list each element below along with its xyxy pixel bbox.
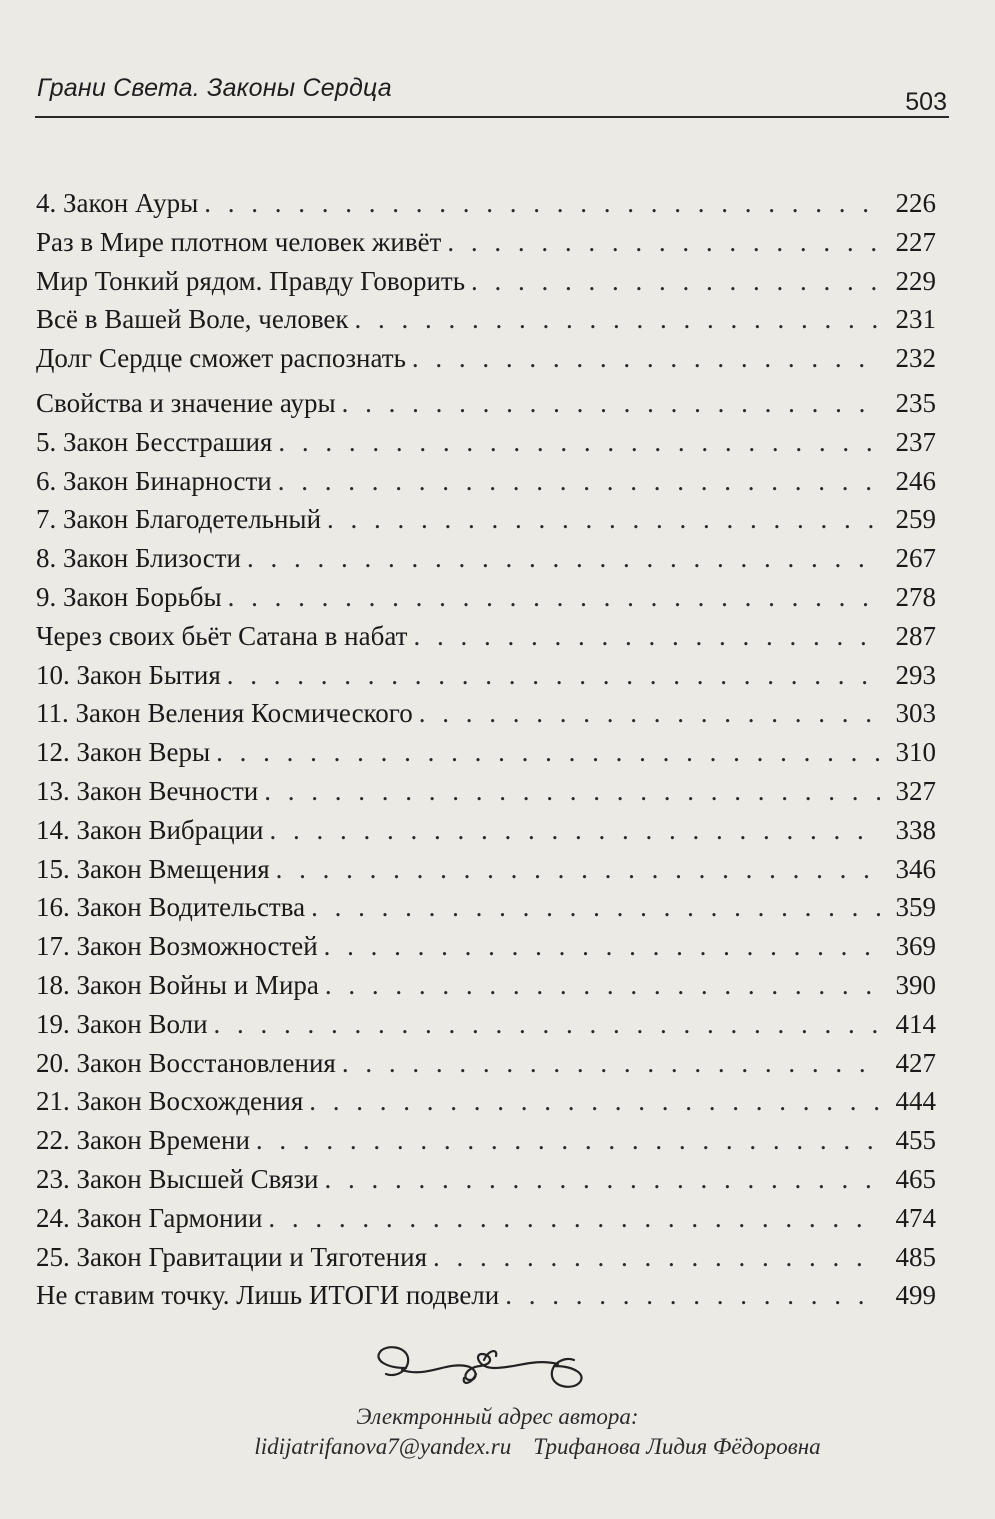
toc-entry[interactable] [36, 733, 936, 772]
toc-entry-page: 232 [895, 343, 936, 374]
toc-entry-title: Раз в Мире плотном человек живёт [36, 226, 442, 257]
dot-leader [471, 262, 880, 301]
dot-leader [264, 772, 880, 811]
toc-entry[interactable] [36, 184, 936, 223]
dot-leader [324, 927, 880, 966]
dot-leader [447, 223, 880, 262]
toc-entry-page: 499 [895, 1280, 936, 1311]
dot-leader [419, 694, 880, 733]
toc-entry[interactable] [36, 384, 936, 423]
toc-entry[interactable] [36, 423, 936, 462]
toc-entry-title: 8. Закон Близости [36, 543, 241, 574]
toc-entry-page: 229 [895, 265, 936, 296]
toc-entry-title: 25. Закон Гравитации и Тяготения [36, 1241, 427, 1272]
author-email[interactable]: lidijatrifanova7@yandex.ru [254, 1434, 512, 1459]
toc-entry-title: 5. Закон Бесстрашия [36, 426, 273, 457]
toc-entry-title: 22. Закон Времени [36, 1125, 250, 1156]
toc-entry-title: Всё в Вашей Воле, человек [36, 304, 349, 335]
page-number: 503 [905, 88, 947, 116]
toc-entry[interactable] [36, 262, 936, 301]
toc-entry-page: 310 [895, 737, 936, 768]
toc-entry-page: 444 [895, 1086, 936, 1117]
toc-entry[interactable] [36, 694, 936, 733]
dot-leader [311, 888, 880, 927]
toc-entry-title: 9. Закон Борьбы [36, 581, 222, 612]
toc-entry[interactable] [36, 1082, 936, 1121]
dot-leader [216, 733, 880, 772]
toc-entry-page: 293 [895, 659, 936, 690]
toc-entry[interactable] [36, 927, 936, 966]
book-title: Грани Света. Законы Сердца [37, 74, 392, 102]
toc-entry[interactable] [36, 888, 936, 927]
toc-entry-page: 465 [895, 1163, 936, 1194]
dot-leader [269, 811, 880, 850]
toc-entry[interactable] [36, 850, 936, 889]
toc-entry-title: 13. Закон Вечности [36, 775, 259, 806]
toc-entry-title: 23. Закон Высшей Связи [36, 1163, 319, 1194]
dot-leader [247, 539, 880, 578]
toc-entry-title: 11. Закон Веления Космического [36, 698, 413, 729]
dot-leader [309, 1082, 880, 1121]
dot-leader [342, 384, 880, 423]
dot-leader [228, 578, 880, 617]
toc-entry-page: 369 [895, 931, 936, 962]
toc-entry-page: 338 [895, 814, 936, 845]
dot-leader [268, 1199, 880, 1238]
toc-entry-page: 235 [895, 387, 936, 418]
toc-entry[interactable] [36, 1005, 936, 1044]
toc-entry-title: 15. Закон Вмещения [36, 853, 270, 884]
toc-entry-title: Мир Тонкий рядом. Правду Говорить [36, 265, 466, 296]
toc-entry-page: 485 [895, 1241, 936, 1272]
dot-leader [413, 617, 880, 656]
toc-entry-page: 455 [895, 1125, 936, 1156]
toc-entry[interactable] [36, 339, 936, 378]
dot-leader [433, 1238, 880, 1277]
toc-entry-page: 278 [895, 581, 936, 612]
toc-entry-title: Долг Сердце сможет распознать [36, 343, 406, 374]
toc-entry-title: Не ставим точку. Лишь ИТОГИ подвели [36, 1280, 500, 1311]
toc-entry-page: 226 [895, 188, 936, 218]
author-contact-line [40, 1434, 995, 1460]
toc-entry-title: 24. Закон Гармонии [36, 1202, 263, 1233]
dot-leader [325, 1160, 881, 1199]
toc-entry[interactable] [36, 578, 936, 617]
toc-entry-page: 346 [895, 853, 936, 884]
toc-entry-page: 231 [895, 304, 936, 335]
toc-entry[interactable] [36, 223, 936, 262]
toc-entry-page: 237 [895, 426, 936, 457]
toc-entry-page: 414 [895, 1008, 936, 1039]
dot-leader [278, 423, 880, 462]
toc-entry-title: 20. Закон Восстановления [36, 1047, 336, 1078]
author-email-label: Электронный адрес автора: [356, 1404, 639, 1429]
toc-entry[interactable] [36, 1276, 936, 1315]
toc-entry-page: 359 [895, 892, 936, 923]
table-of-contents [36, 184, 936, 1315]
dot-leader [505, 1276, 880, 1315]
toc-entry-title: Через своих бьёт Сатана в набат [36, 620, 408, 651]
toc-entry-page: 287 [895, 620, 936, 651]
toc-entry[interactable] [36, 966, 936, 1005]
dot-leader [256, 1121, 880, 1160]
toc-entry-page: 303 [895, 698, 936, 729]
toc-entry-title: 6. Закон Бинарности [36, 465, 272, 496]
toc-entry[interactable] [36, 1044, 936, 1083]
toc-entry-title: 17. Закон Возможностей [36, 931, 318, 962]
toc-entry-page: 474 [895, 1202, 936, 1233]
toc-entry[interactable] [36, 300, 936, 339]
toc-entry[interactable] [36, 500, 936, 539]
toc-entry[interactable] [36, 656, 936, 695]
toc-entry-title: 12. Закон Веры [36, 737, 211, 768]
toc-entry-title: 16. Закон Водительства [36, 892, 306, 923]
toc-entry-title: 14. Закон Вибрации [36, 814, 264, 845]
toc-entry-title: 4. Закон Ауры [36, 188, 199, 218]
toc-entry-page: 246 [895, 465, 936, 496]
toc-entry[interactable] [36, 1160, 936, 1199]
toc-entry-page: 259 [895, 504, 936, 535]
toc-entry[interactable] [36, 811, 936, 850]
toc-entry[interactable] [36, 1238, 936, 1277]
flourish-ornament [366, 1340, 594, 1394]
dot-leader [342, 1044, 880, 1083]
toc-entry-page: 390 [895, 969, 936, 1000]
toc-entry[interactable] [36, 617, 936, 656]
running-header [35, 72, 949, 118]
dot-leader [204, 184, 880, 223]
toc-entry-title: 7. Закон Благодетельный [36, 504, 322, 535]
toc-entry[interactable] [36, 539, 936, 578]
dot-leader [278, 462, 880, 501]
toc-entry-page: 227 [895, 226, 936, 257]
dot-leader [214, 1005, 880, 1044]
toc-entry[interactable] [36, 1121, 936, 1160]
toc-entry[interactable] [36, 772, 936, 811]
toc-entry-title: 21. Закон Восхождения [36, 1086, 304, 1117]
dot-leader [412, 339, 880, 378]
toc-entry-page: 327 [895, 775, 936, 806]
toc-entry-title: 18. Закон Войны и Мира [36, 969, 319, 1000]
dot-leader [355, 300, 880, 339]
toc-entry-title: Свойства и значение ауры [36, 387, 336, 418]
dot-leader [325, 966, 880, 1005]
toc-entry-page: 267 [895, 543, 936, 574]
toc-entry[interactable] [36, 462, 936, 501]
toc-entry-title: 19. Закон Воли [36, 1008, 208, 1039]
toc-entry-page: 427 [895, 1047, 936, 1078]
toc-entry-title: 10. Закон Бытия [36, 659, 221, 690]
dot-leader [227, 656, 880, 695]
toc-entry[interactable] [36, 1199, 936, 1238]
dot-leader [276, 850, 880, 889]
author-name: Трифанова Лидия Фёдоровна [533, 1434, 821, 1459]
dot-leader [327, 500, 880, 539]
